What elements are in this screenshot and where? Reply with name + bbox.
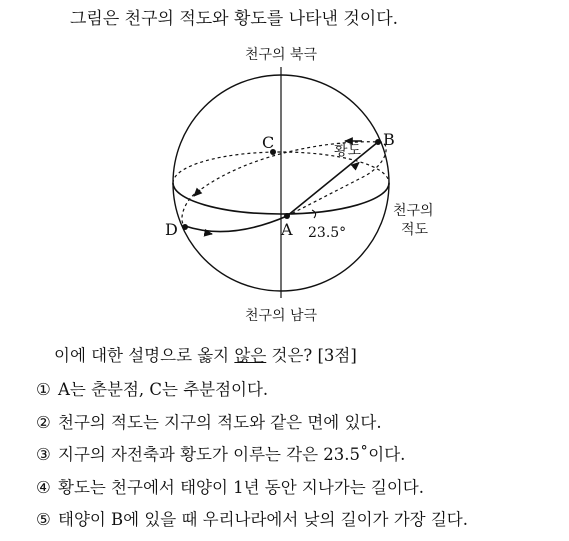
ecliptic-label: 황도 (334, 143, 362, 159)
point-d-dot (182, 224, 188, 230)
choice-number: ① (36, 380, 51, 399)
choice-4[interactable] (36, 476, 468, 509)
south-pole-label: 천구의 남극 (244, 308, 318, 324)
choice-number: ④ (36, 477, 51, 497)
equator-label-line2: 적도 (401, 222, 429, 238)
choice-text: 천구의 적도는 지구의 적도와 같은 면에 있다. (58, 412, 382, 432)
north-pole-label: 천구의 북극 (244, 47, 318, 63)
choice-number: ③ (36, 445, 51, 464)
question-text (54, 342, 357, 366)
choice-text: 지구의 자전축과 황도가 이루는 각은 23.5˚이다. (58, 445, 406, 464)
ecliptic-front (185, 216, 287, 231)
point-a-dot (284, 213, 290, 219)
question-prefix: 이에 대한 설명으로 옳지 (54, 346, 235, 365)
point-b-label: B (383, 130, 395, 149)
angle-label: 23.5° (308, 225, 347, 241)
choice-number: ⑤ (36, 510, 51, 529)
ecliptic-arrow-front-bottom (206, 233, 212, 234)
point-b-dot (375, 139, 381, 145)
question-points: [3점] (317, 346, 357, 365)
choice-text: 황도는 천구에서 태양이 1년 동안 지나가는 길이다. (58, 477, 424, 497)
choice-1[interactable] (36, 378, 468, 411)
point-a-label: A (281, 220, 293, 239)
ecliptic-arrow-front (355, 163, 359, 167)
equator-label-line1: 천구의 (393, 203, 434, 219)
point-d-label: D (165, 220, 178, 239)
ecliptic-arrow-back-left (194, 190, 200, 196)
choice-text: A는 춘분점, C는 추분점이다. (58, 380, 269, 399)
intro-text: 그림은 천구의 적도와 황도를 나타낸 것이다. (70, 9, 399, 29)
choice-2[interactable] (36, 411, 468, 444)
question-suffix: 것은? (266, 346, 313, 365)
choice-number: ② (36, 412, 51, 432)
choice-3[interactable] (36, 443, 468, 476)
ecliptic-front-upper (287, 142, 378, 216)
point-c-label: C (262, 133, 275, 152)
choice-text: 태양이 B에 있을 때 우리나라에서 낮의 길이가 가장 길다. (58, 510, 468, 529)
question-underlined: 않은 (234, 346, 267, 365)
angle-arc (312, 210, 316, 218)
answer-choices (36, 378, 468, 541)
